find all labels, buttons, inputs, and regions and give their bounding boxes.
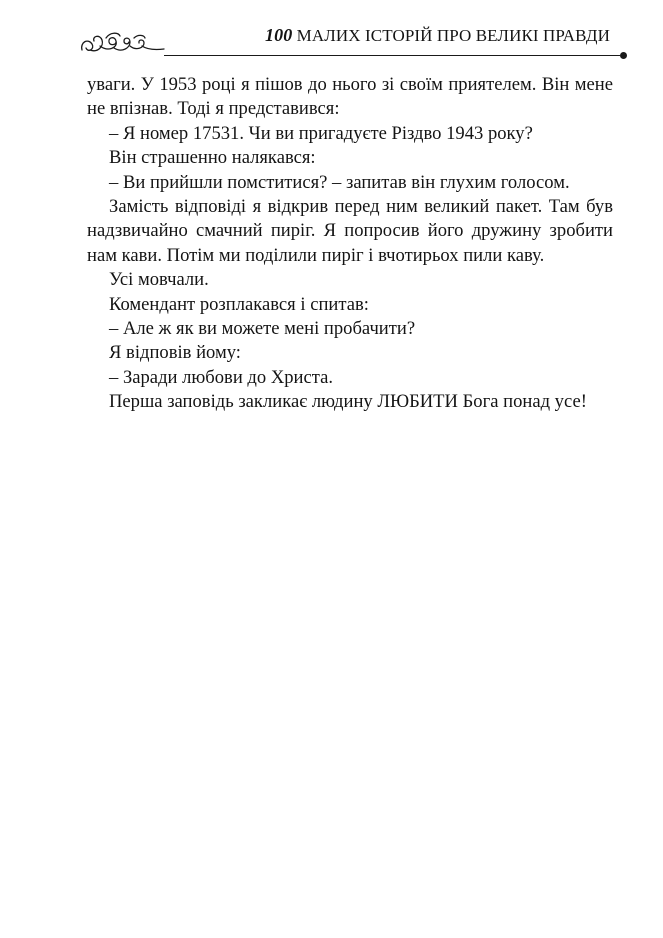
paragraph: – Заради любови до Христа.	[109, 366, 334, 388]
paragraph: Я відповів йому:	[109, 342, 241, 364]
paragraph: – Але ж як ви можете мені пробачити?	[109, 318, 416, 340]
header-title-text: МАЛИХ ІСТОРІЙ ПРО ВЕЛИКІ ПРАВДИ	[292, 26, 610, 45]
paragraph: уваги. У 1953 році я пішов до нього зі своїм приятелем. Він мене не впізнав. Тоді я представився:	[87, 74, 613, 120]
paragraph: Комендант розплакався і спитав:	[109, 293, 369, 315]
paragraph: Замість відповіді я відкрив перед ним великий пакет. Там був надзвичайно смачний пиріг. Я попросив його дружину зробити нам кави. Потім ми поділили пиріг і вчотирьох пили каву.	[87, 196, 613, 266]
paragraph: – Я номер 17531. Чи ви пригадуєте Різдво 1943 року?	[109, 122, 533, 144]
paragraph: Він страшенно налякався:	[109, 147, 316, 169]
header-rule	[164, 55, 620, 56]
running-header	[70, 16, 630, 60]
header-number: 100	[265, 25, 293, 45]
flourish-ornament-icon	[78, 26, 166, 56]
running-header-title	[265, 25, 610, 46]
paragraph: – Ви прийшли помститися? – запитав він глухим голосом.	[109, 171, 570, 193]
body-text	[87, 73, 613, 415]
paragraph: Усі мовчали.	[109, 269, 209, 291]
header-dot	[620, 52, 627, 59]
paragraph: Перша заповідь закликає людину ЛЮБИТИ Бога понад усе!	[109, 391, 587, 413]
